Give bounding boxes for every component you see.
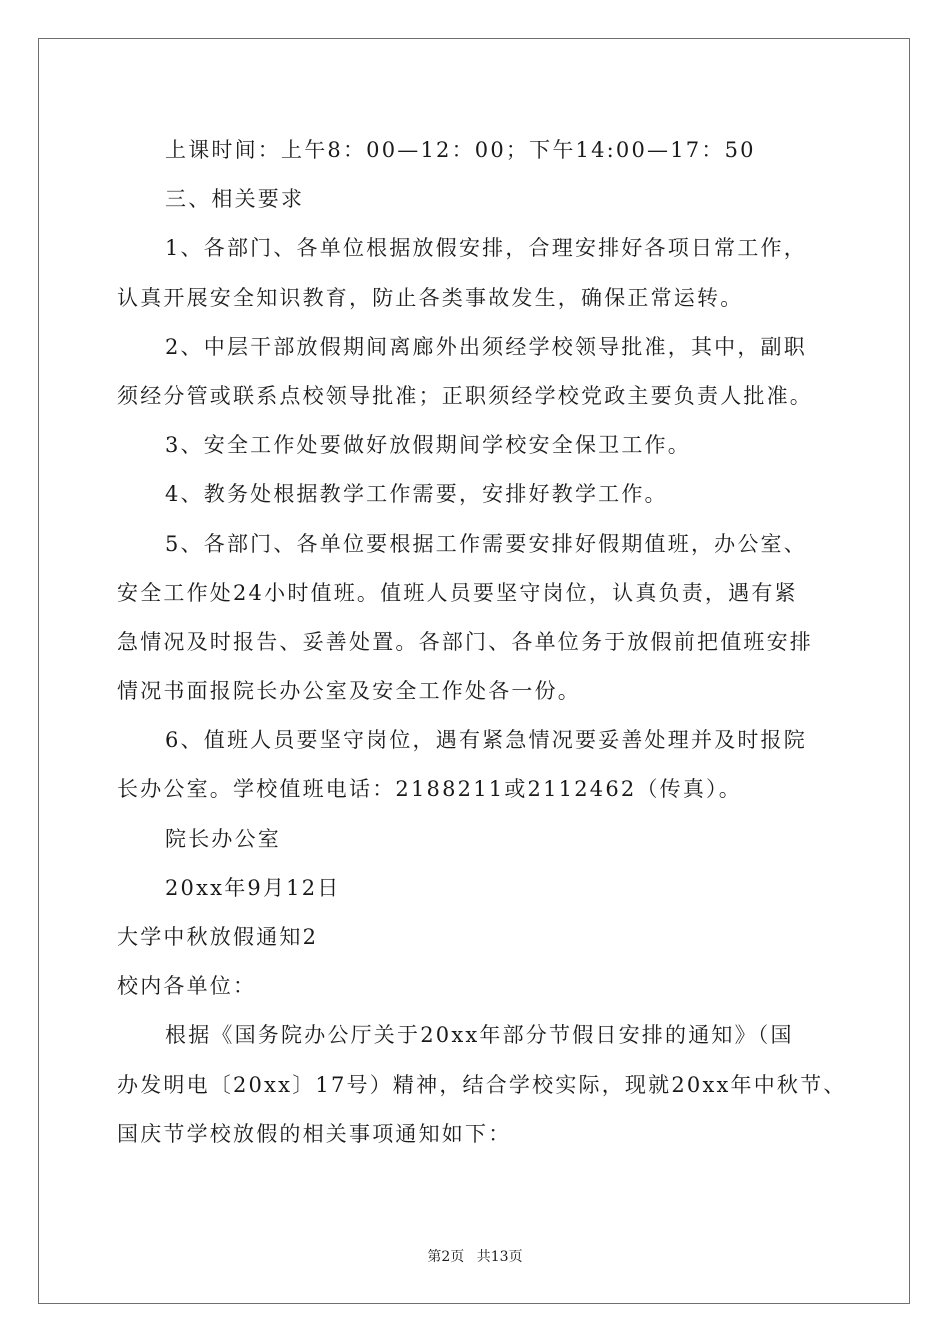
text-line: 4、教务处根据教学工作需要，安排好教学工作。 (165, 482, 668, 507)
text-line: 须经分管或联系点校领导批准；正职须经学校党政主要负责人批准。 (117, 383, 813, 408)
text-line: 情况书面报院长办公室及安全工作处各一份。 (117, 679, 581, 704)
page-total: 共13页 (476, 1249, 523, 1265)
page-number: 第2页 (427, 1249, 465, 1265)
section-title: 大学中秋放假通知2 (117, 925, 319, 949)
signature-office: 院长办公室 (165, 826, 281, 851)
text-line: 长办公室。学校值班电话：2188211或2112462（传真）。 (117, 777, 742, 802)
text-line: 上课时间：上午8：00—12：00；下午14:00—17：50 (165, 138, 756, 162)
signature-date: 20xx年9月12日 (165, 875, 341, 900)
text-line: 国庆节学校放假的相关事项通知如下： (117, 1121, 512, 1146)
text-line: 1、各部门、各单位根据放假安排，合理安排好各项日常工作， (165, 236, 807, 261)
text-line: 认真开展安全知识教育，防止各类事故发生，确保正常运转。 (117, 285, 744, 310)
text-line: 6、值班人员要坚守岗位，遇有紧急情况要妥善处理并及时报院 (165, 728, 807, 753)
text-line: 急情况及时报告、妥善处置。各部门、各单位务于放假前把值班安排 (117, 629, 813, 654)
text-line: 三、相关要求 (165, 187, 305, 212)
text-line: 安全工作处24小时值班。值班人员要坚守岗位，认真负责，遇有紧 (117, 580, 798, 605)
text-line: 3、安全工作处要做好放假期间学校安全保卫工作。 (165, 433, 691, 458)
text-line: 办发明电〔20xx〕17号）精神，结合学校实际，现就20xx年中秋节、 (117, 1072, 847, 1097)
text-line: 2、中层干部放假期间离廊外出须经学校领导批准，其中，副职 (165, 334, 807, 359)
text-line: 5、各部门、各单位要根据工作需要安排好假期值班，办公室、 (165, 531, 807, 556)
salutation: 校内各单位： (117, 974, 257, 999)
text-line: 根据《国务院办公厅关于20xx年部分节假日安排的通知》（国 (165, 1023, 794, 1048)
document-body (117, 126, 847, 1159)
page-footer (0, 1246, 950, 1266)
